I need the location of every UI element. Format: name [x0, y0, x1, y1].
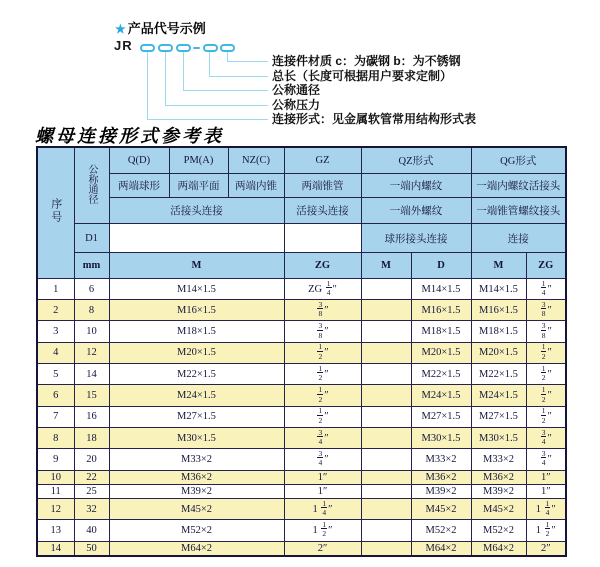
- cell-qg-zg: $\frac{1}{4}$ ″: [526, 278, 566, 299]
- cell-qz-m: [361, 300, 411, 321]
- cell-qz-m: [361, 278, 411, 299]
- cell-qz-m: [361, 364, 411, 385]
- cell-qg-m: M45×2: [471, 498, 526, 519]
- connector-line: [165, 52, 166, 105]
- label-nominal-pressure: 公称压力: [272, 98, 321, 112]
- header-ball-joint-qz: 球形接头连接: [361, 224, 471, 252]
- cell-qz-m: [361, 520, 411, 541]
- cell-dn: 25: [74, 484, 109, 498]
- unit-zg: ZG: [284, 252, 361, 278]
- cell-qg-zg: $\frac{1}{2}$ ″: [526, 385, 566, 406]
- label-total-length: 总长（长度可根据用户要求定制）: [272, 69, 453, 83]
- cell-qz-d: M64×2: [411, 541, 471, 556]
- header-row-forms: [37, 147, 566, 173]
- cell-seq: 14: [37, 541, 74, 556]
- unit-qg-m: M: [471, 252, 526, 278]
- header-desc-qd: 两端球形: [109, 173, 169, 198]
- cell-seq: 3: [37, 321, 74, 342]
- unit-qz-d: D: [411, 252, 471, 278]
- cell-qz-m: [361, 498, 411, 519]
- cell-zg: $\frac{3}{8}$ ″: [284, 300, 361, 321]
- table-row: [37, 342, 566, 363]
- connector-line: [183, 52, 184, 90]
- cell-seq: 2: [37, 300, 74, 321]
- cell-dn: 32: [74, 498, 109, 519]
- cell-seq: 5: [37, 364, 74, 385]
- cell-seq: 9: [37, 449, 74, 470]
- cell-qg-zg: 1″: [526, 470, 566, 484]
- cell-qg-m: M36×2: [471, 470, 526, 484]
- cell-qg-m: M27×1.5: [471, 406, 526, 427]
- cell-zg: $\frac{1}{2}$ ″: [284, 385, 361, 406]
- cell-qg-m: M64×2: [471, 541, 526, 556]
- cell-qz-d: M30×1.5: [411, 427, 471, 448]
- cell-zg: 1 $\frac{1}{4}$ ″: [284, 498, 361, 519]
- cell-qz-m: [361, 449, 411, 470]
- cell-qg-zg: $\frac{3}{4}$ ″: [526, 449, 566, 470]
- header-desc-qz: 一端内螺纹: [361, 173, 471, 198]
- cell-qz-m: [361, 484, 411, 498]
- header-d1: D1: [74, 224, 109, 252]
- cell-dn: 12: [74, 342, 109, 363]
- code-box-5: [220, 44, 235, 52]
- header-desc-qg: 一端内螺纹活接头: [471, 173, 566, 198]
- cell-qz-m: [361, 541, 411, 556]
- cell-qg-m: M39×2: [471, 484, 526, 498]
- cell-qg-zg: 1 $\frac{1}{2}$ ″: [526, 520, 566, 541]
- header-form-qd: Q(D): [109, 147, 169, 173]
- cell-dn: 10: [74, 321, 109, 342]
- cell-qz-m: [361, 385, 411, 406]
- label-connection-form: 连接形式：见金属软管常用结构形式表: [272, 112, 477, 126]
- cell-m: M36×2: [109, 470, 284, 484]
- cell-qg-zg: 2″: [526, 541, 566, 556]
- cell-qg-zg: $\frac{1}{2}$ ″: [526, 406, 566, 427]
- table-row: [37, 498, 566, 519]
- cell-m: M45×2: [109, 498, 284, 519]
- cell-zg: $\frac{1}{2}$ ″: [284, 364, 361, 385]
- cell-zg: $\frac{3}{4}$ ″: [284, 449, 361, 470]
- cell-m: M39×2: [109, 484, 284, 498]
- header-desc-gz: 两端锥管: [284, 173, 361, 198]
- table-row: [37, 385, 566, 406]
- header-row-descs: [37, 173, 566, 198]
- table-row: [37, 300, 566, 321]
- cell-zg: 1″: [284, 470, 361, 484]
- header-form-nzc: NZ(C): [228, 147, 284, 173]
- cell-dn: 20: [74, 449, 109, 470]
- cell-zg: $\frac{3}{4}$ ″: [284, 427, 361, 448]
- cell-qg-zg: 1 $\frac{1}{4}$ ″: [526, 498, 566, 519]
- cell-qg-zg: $\frac{3}{8}$ ″: [526, 300, 566, 321]
- header-form-gz: GZ: [284, 147, 361, 173]
- cell-dn: 40: [74, 520, 109, 541]
- table-row: [37, 406, 566, 427]
- header-row-units: [37, 252, 566, 278]
- cell-qg-m: M16×1.5: [471, 300, 526, 321]
- cell-qg-m: M52×2: [471, 520, 526, 541]
- diagram-title-text: 产品代号示例: [127, 21, 206, 36]
- cell-dn: 16: [74, 406, 109, 427]
- cell-m: M14×1.5: [109, 278, 284, 299]
- header-desc-pma: 两端平面: [169, 173, 228, 198]
- cell-zg: 1 $\frac{1}{2}$ ″: [284, 520, 361, 541]
- table-row: [37, 541, 566, 556]
- cell-qz-d: M33×2: [411, 449, 471, 470]
- cell-zg: 1″: [284, 484, 361, 498]
- cell-qg-zg: $\frac{1}{2}$ ″: [526, 342, 566, 363]
- cell-qz-d: M22×1.5: [411, 364, 471, 385]
- cell-seq: 1: [37, 278, 74, 299]
- header-empty-left: [109, 224, 284, 252]
- header-form-qg: QG形式: [471, 147, 566, 173]
- cell-seq: 4: [37, 342, 74, 363]
- cell-qg-zg: $\frac{3}{4}$ ″: [526, 427, 566, 448]
- star-icon: ★: [115, 22, 126, 36]
- cell-m: M22×1.5: [109, 364, 284, 385]
- unit-qg-zg: ZG: [526, 252, 566, 278]
- diagram-title: [115, 18, 206, 37]
- code-prefix: JR: [114, 38, 133, 53]
- cell-dn: 14: [74, 364, 109, 385]
- label-nominal-diameter: 公称通径: [272, 83, 321, 97]
- table-title: 螺母连接形式参考表: [35, 126, 224, 146]
- table-row: [37, 364, 566, 385]
- header-dn: 公称通径: [74, 147, 109, 224]
- code-box-4: [203, 44, 218, 52]
- cell-qg-m: M22×1.5: [471, 364, 526, 385]
- header-desc-nzc: 两端内锥: [228, 173, 284, 198]
- cell-zg: 2″: [284, 541, 361, 556]
- header-ext-thread-qz: 一端外螺纹: [361, 198, 471, 224]
- cell-dn: 18: [74, 427, 109, 448]
- code-dash: [193, 47, 200, 49]
- label-material: 连接件材质 c：为碳钢 b：为不锈钢: [272, 54, 461, 68]
- cell-dn: 50: [74, 541, 109, 556]
- header-connect-qg: 连接: [471, 224, 566, 252]
- header-row-d1: [37, 224, 566, 252]
- cell-qz-m: [361, 427, 411, 448]
- cell-qz-d: M16×1.5: [411, 300, 471, 321]
- cell-m: M24×1.5: [109, 385, 284, 406]
- code-box-3: [176, 44, 191, 52]
- cell-zg: $\frac{1}{2}$ ″: [284, 406, 361, 427]
- cell-qz-d: M18×1.5: [411, 321, 471, 342]
- cell-seq: 11: [37, 484, 74, 498]
- cell-m: M27×1.5: [109, 406, 284, 427]
- header-empty-gz: [284, 224, 361, 252]
- table-row: [37, 470, 566, 484]
- cell-m: M52×2: [109, 520, 284, 541]
- connector-line: [227, 61, 268, 62]
- connector-line: [227, 52, 228, 61]
- cell-m: M30×1.5: [109, 427, 284, 448]
- header-union-left: 活接头连接: [109, 198, 284, 224]
- cell-zg: $\frac{3}{8}$ ″: [284, 321, 361, 342]
- table-row: [37, 427, 566, 448]
- cell-qz-d: M45×2: [411, 498, 471, 519]
- nut-connection-table: [36, 146, 567, 557]
- header-form-pma: PM(A): [169, 147, 228, 173]
- cell-zg: ZG $\frac{1}{4}$ ″: [284, 278, 361, 299]
- cell-qz-m: [361, 321, 411, 342]
- cell-qz-d: M39×2: [411, 484, 471, 498]
- connector-line: [209, 76, 268, 77]
- cell-m: M64×2: [109, 541, 284, 556]
- code-box-2: [158, 44, 173, 52]
- cell-qg-zg: 1″: [526, 484, 566, 498]
- cell-qz-d: M52×2: [411, 520, 471, 541]
- cell-qz-m: [361, 470, 411, 484]
- header-row-connect: [37, 198, 566, 224]
- cell-seq: 8: [37, 427, 74, 448]
- cell-seq: 12: [37, 498, 74, 519]
- cell-dn: 8: [74, 300, 109, 321]
- connector-line: [147, 119, 268, 120]
- header-seq: 序号: [37, 147, 74, 278]
- cell-qz-d: M20×1.5: [411, 342, 471, 363]
- cell-qz-d: M24×1.5: [411, 385, 471, 406]
- header-taper-thread-qg: 一端锥管螺纹接头: [471, 198, 566, 224]
- cell-qg-m: M18×1.5: [471, 321, 526, 342]
- cell-zg: $\frac{1}{2}$ ″: [284, 342, 361, 363]
- cell-dn: 15: [74, 385, 109, 406]
- cell-qz-m: [361, 342, 411, 363]
- cell-qz-d: M36×2: [411, 470, 471, 484]
- table-row: [37, 484, 566, 498]
- cell-seq: 10: [37, 470, 74, 484]
- unit-qz-m: M: [361, 252, 411, 278]
- cell-qz-d: M14×1.5: [411, 278, 471, 299]
- table-row: [37, 278, 566, 299]
- cell-m: M16×1.5: [109, 300, 284, 321]
- cell-seq: 7: [37, 406, 74, 427]
- cell-qg-m: M24×1.5: [471, 385, 526, 406]
- header-form-qz: QZ形式: [361, 147, 471, 173]
- cell-qg-zg: $\frac{1}{2}$ ″: [526, 364, 566, 385]
- code-box-1: [140, 44, 155, 52]
- cell-m: M20×1.5: [109, 342, 284, 363]
- table-row: [37, 520, 566, 541]
- table-row: [37, 449, 566, 470]
- cell-qg-m: M33×2: [471, 449, 526, 470]
- cell-m: M33×2: [109, 449, 284, 470]
- cell-qz-d: M27×1.5: [411, 406, 471, 427]
- unit-m: M: [109, 252, 284, 278]
- table-header-body: [37, 147, 566, 278]
- table-row: [37, 321, 566, 342]
- cell-qg-m: M20×1.5: [471, 342, 526, 363]
- connector-line: [165, 105, 268, 106]
- cell-dn: 6: [74, 278, 109, 299]
- cell-qz-m: [361, 406, 411, 427]
- connector-line: [209, 52, 210, 76]
- connector-line: [183, 90, 268, 91]
- cell-qg-zg: $\frac{3}{8}$ ″: [526, 321, 566, 342]
- cell-m: M18×1.5: [109, 321, 284, 342]
- cell-qg-m: M30×1.5: [471, 427, 526, 448]
- connector-line: [147, 52, 148, 119]
- header-mm: mm: [74, 252, 109, 278]
- cell-seq: 6: [37, 385, 74, 406]
- table-data-body: [37, 278, 566, 556]
- cell-qg-m: M14×1.5: [471, 278, 526, 299]
- header-union-gz: 活接头连接: [284, 198, 361, 224]
- cell-dn: 22: [74, 470, 109, 484]
- cell-seq: 13: [37, 520, 74, 541]
